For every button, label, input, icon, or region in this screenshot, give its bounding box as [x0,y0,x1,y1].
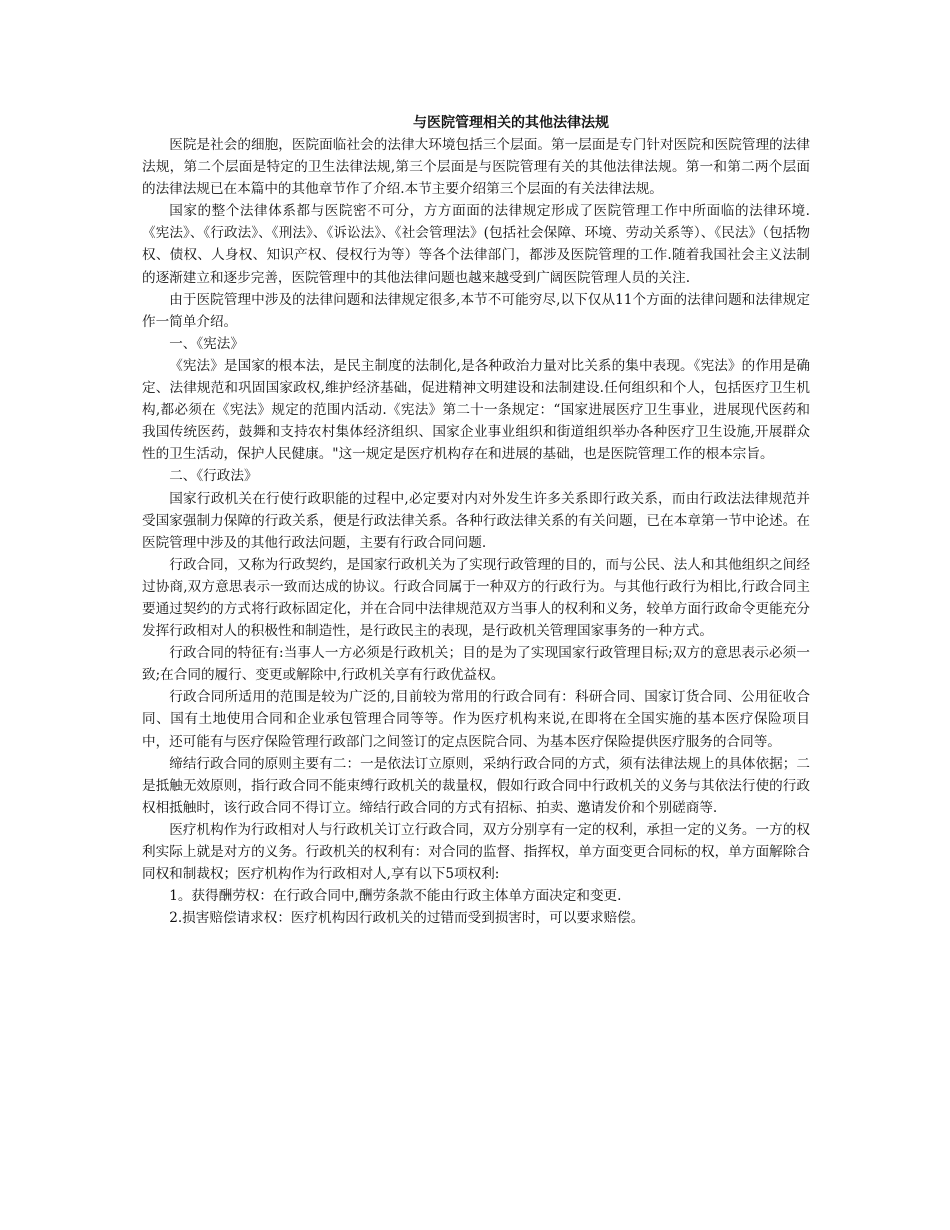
body-paragraph: 国家行政机关在行使行政职能的过程中,必定要对内对外发生许多关系即行政关系，而由行政法法律规范并受国家强制力保障的行政关系，便是行政法律关系。各种行政法律关系的有关问题，已在本章第一节中论述。在医院管理中涉及的其他行政法问题，主要有行政合同问题. [142,490,810,551]
section-heading: 一、《宪法》 [169,335,244,352]
document-body [142,134,810,929]
body-paragraph: 2.损害赔偿请求权：医疗机构因行政机关的过错而受到损害时，可以要求赔偿。 [169,910,645,927]
document-page [142,112,810,929]
body-paragraph: 医疗机构作为行政相对人与行政机关订立行政合同，双方分别享有一定的权利，承担一定的义务。一方的权利实际上就是对方的义务。行政机关的权利有：对合同的监督、指挥权，单方面变更合同标的权，单方面解除合同权和制裁权；医疗机构作为行政相对人,享有以下5项权利: [142,821,810,883]
document-title: 与医院管理相关的其他法律法规 [413,115,609,131]
body-paragraph: 国家的整个法律体系都与医院密不可分，方方面面的法律规定形成了医院管理工作中所面临的法律环境.《宪法》、《行政法》、《刑法》、《诉讼法》、《社会管理法》(包括社会保障、环境、劳动关系等）、《民法》（包括物权、债权、人身权、知识产权、侵权行为等）等各个法律部门，都涉及医院管理的工作.随着我国社会主义法制的逐渐建立和逐步完善，医院管理中的其他法律问题也越来越受到广阔医院管理人员的关注. [142,203,810,286]
body-paragraph: 由于医院管理中涉及的法律问题和法律规定很多,本节不可能穷尽,以下仅从11个方面的法律问题和法律规定作一简单介绍。 [142,291,810,330]
body-paragraph: 医院是社会的细胞，医院面临社会的法律大环境包括三个层面。第一层面是专门针对医院和医院管理的法律法规，第二个层面是特定的卫生法律法规,第三个层面是与医院管理有关的其他法律法规。第一和第二两个层面的法律法规已在本篇中的其他章节作了介绍.本节主要介绍第三个层面的有关法律法规。 [142,137,810,198]
body-paragraph: 1。获得酬劳权：在行政合同中,酬劳条款不能由行政主体单方面决定和变更. [169,888,622,905]
body-paragraph: 行政合同所适用的范围是较为广泛的,目前较为常用的行政合同有：科研合同、国家订货合同、公用征收合同、国有土地使用合同和企业承包管理合同等等。作为医疗机构来说,在即将在全国实施的基本医疗保险项目中，还可能有与医疗保险管理行政部门之间签订的定点医院合同、为基本医疗保险提供医疗服务的合同等。 [142,689,810,750]
body-paragraph: 《宪法》是国家的根本法，是民主制度的法制化,是各种政治力量对比关系的集中表现。《宪法》的作用是确定、法律规范和巩固国家政权,维护经济基础，促进精神文明建设和法制建设.任何组织和个人，包括医疗卫生机构,都必须在《宪法》规定的范围内活动.《宪法》第二十一条规定：“国家进展医疗卫生事业，进展现代医药和我国传统医药，鼓舞和支持农村集体经济组织、国家企业事业组织和街道组织举办各种医疗卫生设施,开展群众性的卫生活动，保护人民健康。"这一规定是医疗机构存在和进展的基础，也是医院管理工作的根本宗旨。 [142,357,810,463]
body-paragraph: 行政合同的特征有:当事人一方必须是行政机关；目的是为了实现国家行政管理目标;双方的意思表示必须一致;在合同的履行、变更或解除中,行政机关享有行政优益权。 [142,645,810,684]
section-heading: 二、《行政法》 [169,468,258,485]
body-paragraph: 缔结行政合同的原则主要有二：一是依法订立原则，采纳行政合同的方式，须有法律法规上的具体依据；二是抵触无效原则，指行政合同不能束缚行政机关的裁量权，假如行政合同中行政机关的义务与其依法行使的行政权相抵触时，该行政合同不得订立。缔结行政合同的方式有招标、拍卖、邀请发价和个别磋商等. [142,755,810,816]
body-paragraph: 行政合同，又称为行政契约，是国家行政机关为了实现行政管理的目的，而与公民、法人和其他组织之间经过协商,双方意思表示一致而达成的协议。行政合同属于一种双方的行政行为。与其他行政行为相比,行政合同主要通过契约的方式将行政标固定化，并在合同中法律规范双方当事人的权利和义务，较单方面行政命令更能充分发挥行政相对人的积极性和制造性，是行政民主的表现，是行政机关管理国家事务的一种方式。 [142,556,810,640]
